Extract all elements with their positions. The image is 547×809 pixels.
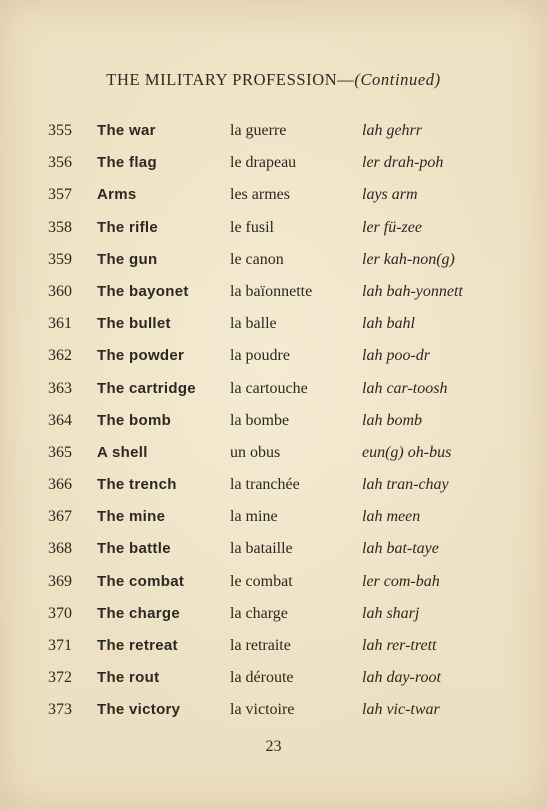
entry-number: 355 xyxy=(48,122,72,139)
vocab-row xyxy=(0,599,547,631)
french-term: la charge xyxy=(230,604,288,622)
french-term: la balle xyxy=(230,315,277,333)
french-term: la baïonnette xyxy=(230,282,313,300)
english-term: The combat xyxy=(97,572,185,590)
pronunciation: lah rer-trett xyxy=(362,637,437,654)
english-term: The rout xyxy=(97,669,160,687)
english-term: The rifle xyxy=(97,218,159,236)
entry-number: 371 xyxy=(48,637,72,654)
french-term: le drapeau xyxy=(230,154,297,172)
title-continued: (Continued) xyxy=(354,70,441,89)
english-term: A shell xyxy=(97,443,148,461)
vocab-row xyxy=(0,470,547,502)
english-term: The charge xyxy=(97,604,181,622)
pronunciation: lah car-toosh xyxy=(362,379,448,397)
vocab-row xyxy=(0,116,547,148)
english-term: The mine xyxy=(97,508,166,526)
french-term: la déroute xyxy=(230,669,294,687)
english-term: Arms xyxy=(97,186,137,204)
entry-number: 360 xyxy=(48,282,72,300)
english-term: The battle xyxy=(97,540,171,558)
english-term: The gun xyxy=(97,250,158,268)
english-term: The bullet xyxy=(97,315,171,333)
vocab-row xyxy=(0,374,547,406)
english-term: The trench xyxy=(97,476,177,494)
french-term: la victoire xyxy=(230,701,295,719)
vocab-row xyxy=(0,438,547,470)
french-term: la mine xyxy=(230,508,278,526)
french-term: la cartouche xyxy=(230,379,308,397)
entry-number: 365 xyxy=(48,443,72,461)
pronunciation: lah bat-taye xyxy=(362,540,439,558)
vocab-row xyxy=(0,180,547,212)
entry-number: 362 xyxy=(48,347,72,365)
vocab-row xyxy=(0,663,547,695)
french-term: un obus xyxy=(230,443,281,461)
vocab-row xyxy=(0,277,547,309)
english-term: The flag xyxy=(97,154,157,172)
pronunciation: lays arm xyxy=(362,186,418,204)
vocab-row xyxy=(0,245,547,277)
entry-number: 372 xyxy=(48,669,72,687)
pronunciation: lah sharj xyxy=(362,604,420,622)
english-term: The cartridge xyxy=(97,379,196,397)
pronunciation: lah vic-twar xyxy=(362,701,440,719)
pronunciation: lah bahl xyxy=(362,315,415,333)
pronunciation: lah gehrr xyxy=(362,122,422,139)
vocab-row xyxy=(0,502,547,534)
pronunciation: eun(g) oh-bus xyxy=(362,443,452,461)
entry-number: 369 xyxy=(48,572,72,590)
french-term: le canon xyxy=(230,250,284,268)
vocab-row xyxy=(0,567,547,599)
english-term: The victory xyxy=(97,701,181,719)
entry-number: 358 xyxy=(48,218,72,236)
french-term: la tranchée xyxy=(230,476,300,494)
vocab-row xyxy=(0,213,547,245)
page-title xyxy=(0,70,547,90)
french-term: la guerre xyxy=(230,122,287,139)
entry-number: 357 xyxy=(48,186,72,204)
entry-number: 364 xyxy=(48,411,72,429)
entry-number: 370 xyxy=(48,604,72,622)
french-term: le fusil xyxy=(230,218,274,236)
pronunciation: ler fü-zee xyxy=(362,218,422,236)
pronunciation: ler kah-non(g) xyxy=(362,250,455,268)
french-term: la bataille xyxy=(230,540,293,558)
entry-number: 361 xyxy=(48,315,72,333)
vocab-row xyxy=(0,631,547,663)
pronunciation: lah tran-chay xyxy=(362,476,449,494)
english-term: The bomb xyxy=(97,411,172,429)
title-text: THE MILITARY PROFESSION— xyxy=(106,70,355,89)
english-term: The powder xyxy=(97,347,185,365)
pronunciation: ler com-bah xyxy=(362,572,440,590)
vocab-row xyxy=(0,309,547,341)
vocab-row xyxy=(0,341,547,373)
french-term: la retraite xyxy=(230,637,291,654)
pronunciation: lah poo-dr xyxy=(362,347,430,365)
french-term: les armes xyxy=(230,186,290,204)
vocab-row xyxy=(0,406,547,438)
entry-number: 359 xyxy=(48,250,72,268)
french-term: le combat xyxy=(230,572,293,590)
entry-number: 373 xyxy=(48,701,72,719)
english-term: The war xyxy=(97,122,156,139)
french-term: la poudre xyxy=(230,347,290,365)
vocab-row xyxy=(0,534,547,566)
pronunciation: lah meen xyxy=(362,508,421,526)
pronunciation: lah day-root xyxy=(362,669,441,687)
entry-number: 363 xyxy=(48,379,72,397)
pronunciation: ler drah-poh xyxy=(362,154,444,172)
vocabulary-list xyxy=(0,116,547,728)
vocab-row xyxy=(0,148,547,180)
pronunciation: lah bah-yonnett xyxy=(362,282,463,300)
english-term: The retreat xyxy=(97,637,178,654)
english-term: The bayonet xyxy=(97,282,189,300)
pronunciation: lah bomb xyxy=(362,411,422,429)
page-number: 23 xyxy=(265,738,282,755)
entry-number: 368 xyxy=(48,540,72,558)
entry-number: 367 xyxy=(48,508,72,526)
entry-number: 356 xyxy=(48,154,72,172)
french-term: la bombe xyxy=(230,411,290,429)
vocab-row xyxy=(0,695,547,727)
entry-number: 366 xyxy=(48,476,72,494)
